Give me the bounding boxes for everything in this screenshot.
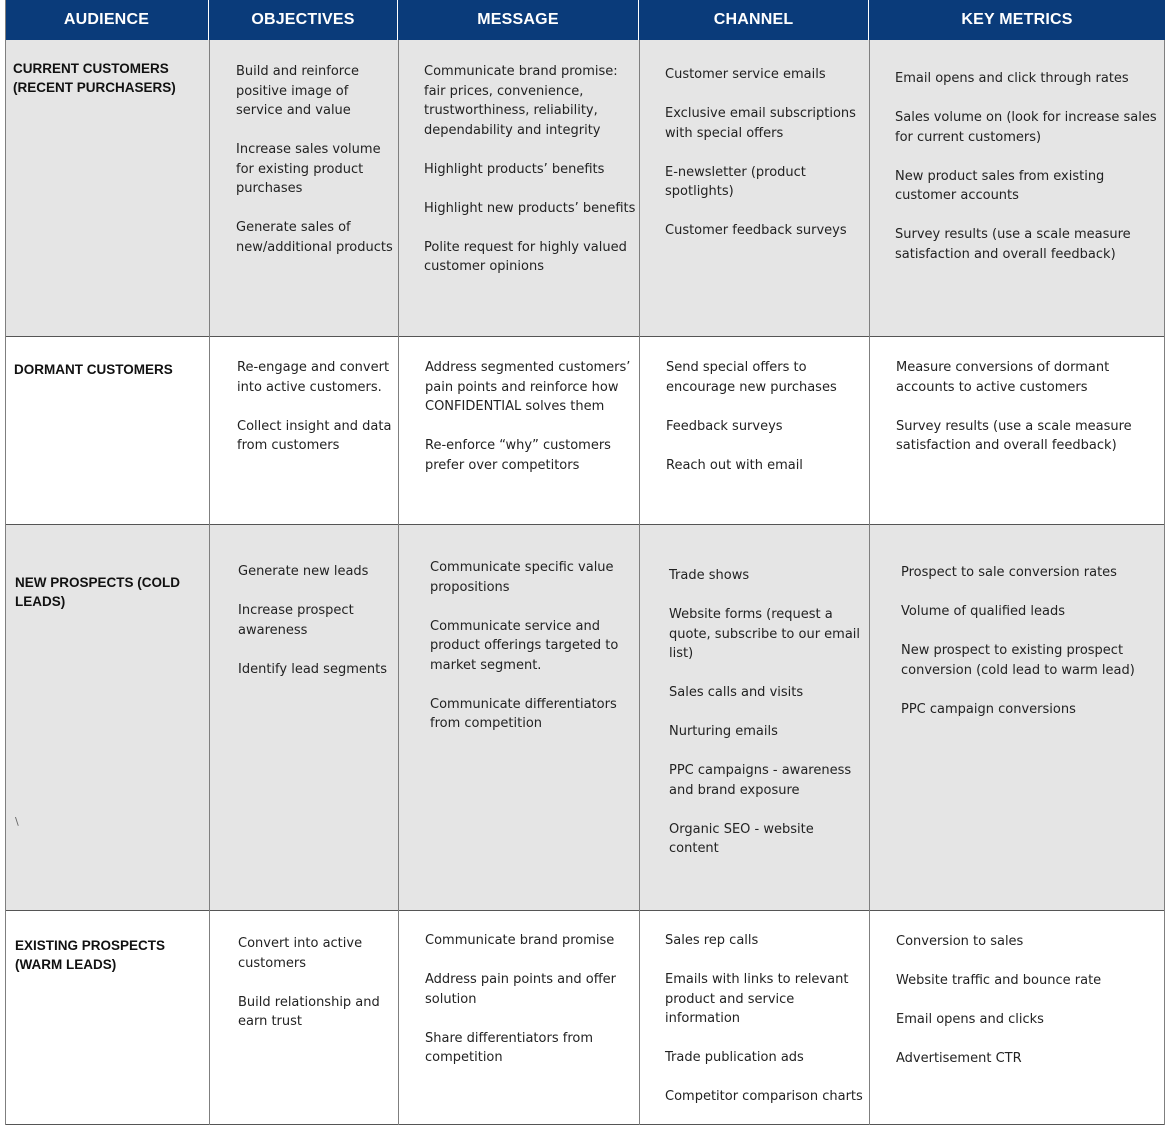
row-divider	[5, 336, 1165, 337]
list-item: Increase sales volume for existing product purchases	[236, 142, 381, 196]
objectives-existing-prospects	[238, 934, 398, 1032]
row-divider	[5, 910, 1165, 911]
column-divider	[5, 0, 6, 1125]
audience-strategy-table	[5, 0, 1165, 1125]
list-item: Communicate brand promise: fair prices, convenience, trustworthiness, reliability, dependability and integrity	[424, 64, 618, 138]
list-item: Sales rep calls	[665, 933, 759, 948]
list-item: PPC campaigns - awareness and brand exposure	[669, 763, 852, 798]
column-divider	[398, 40, 399, 1125]
list-item: Exclusive email subscriptions with special offers	[665, 106, 856, 141]
list-item: Identify lead segments	[238, 661, 387, 677]
list-item: Customer service emails	[665, 67, 826, 82]
list-item: Communicate differentiators from competition	[430, 696, 617, 731]
list-item: Build and reinforce positive image of service and value	[236, 64, 359, 118]
column-divider	[639, 40, 640, 1125]
stray-mark: \	[15, 815, 19, 828]
message-dormant-customers	[425, 358, 637, 475]
list-item: Share differentiators from competition	[425, 1030, 593, 1065]
list-item: PPC campaign conversions	[901, 701, 1076, 717]
channel-new-prospects	[669, 566, 865, 859]
row-divider	[5, 524, 1165, 525]
list-item: Survey results (use a scale measure satisfaction and overall feedback)	[896, 418, 1132, 453]
column-divider	[869, 40, 870, 1125]
audience-existing-prospects: EXISTING PROSPECTS (WARM LEADS)	[15, 938, 166, 972]
channel-dormant-customers	[666, 358, 866, 475]
header-channel: CHANNEL	[639, 0, 868, 40]
list-item: Emails with links to relevant product and service information	[665, 972, 849, 1026]
list-item: Address segmented customers’ pain points and reinforce how CONFIDENTIAL solves them	[425, 360, 631, 414]
list-item: Convert into active customers	[238, 936, 363, 971]
list-item: Survey results (use a scale measure satisfaction and overall feedback)	[895, 227, 1131, 262]
list-item: Customer feedback surveys	[665, 223, 847, 238]
list-item: Polite request for highly valued customer opinions	[424, 239, 627, 274]
list-item: E-newsletter (product spotlights)	[665, 164, 806, 199]
list-item: Collect insight and data from customers	[237, 418, 392, 453]
list-item: Generate sales of new/additional products	[236, 220, 393, 255]
header-audience: AUDIENCE	[5, 0, 208, 40]
list-item: Highlight products’ benefits	[424, 161, 605, 177]
list-item: Trade shows	[669, 568, 750, 583]
channel-current-customers	[665, 65, 865, 241]
list-item: Re-engage and convert into active customers.	[237, 360, 390, 395]
column-divider	[209, 40, 210, 1125]
list-item: Email opens and clicks	[896, 1012, 1044, 1027]
objectives-new-prospects	[238, 562, 398, 679]
list-item: Website forms (request a quote, subscribe to our email list)	[669, 607, 861, 661]
objectives-current-customers	[236, 62, 396, 257]
header-key-metrics: KEY METRICS	[869, 0, 1165, 40]
list-item: Feedback surveys	[666, 418, 783, 434]
list-item: Address pain points and offer solution	[425, 972, 617, 1007]
list-item: Trade publication ads	[665, 1050, 804, 1065]
list-item: Measure conversions of dormant accounts to active customers	[896, 360, 1110, 395]
list-item: Communicate specific value propositions	[430, 560, 614, 595]
list-item: Volume of qualified leads	[901, 604, 1065, 619]
row-divider	[5, 1124, 1165, 1125]
list-item: Communicate brand promise	[425, 933, 615, 948]
list-item: New prospect to existing prospect conversion (cold lead to warm lead)	[901, 643, 1135, 678]
header-message: MESSAGE	[398, 0, 638, 40]
list-item: Website traffic and bounce rate	[896, 973, 1102, 988]
metrics-new-prospects	[901, 563, 1161, 719]
list-item: Prospect to sale conversion rates	[901, 565, 1117, 580]
channel-existing-prospects	[665, 931, 867, 1107]
list-item: Reach out with email	[666, 457, 803, 473]
audience-dormant-customers: DORMANT CUSTOMERS	[14, 362, 173, 377]
list-item: Re-enforce “why” customers prefer over competitors	[425, 438, 611, 473]
metrics-current-customers	[895, 69, 1161, 264]
message-new-prospects	[430, 558, 635, 734]
objectives-dormant-customers	[237, 358, 397, 456]
list-item: Nurturing emails	[669, 724, 778, 739]
list-item: Build relationship and earn trust	[238, 994, 380, 1029]
list-item: Advertisement CTR	[896, 1051, 1022, 1066]
metrics-existing-prospects	[896, 932, 1156, 1069]
list-item: Sales volume on (look for increase sales for current customers)	[895, 110, 1157, 145]
list-item: New product sales from existing customer accounts	[895, 168, 1105, 203]
list-item: Increase prospect awareness	[238, 603, 354, 638]
metrics-dormant-customers	[896, 358, 1156, 456]
message-current-customers	[424, 62, 636, 277]
header-objectives: OBJECTIVES	[209, 0, 397, 40]
list-item: Send special offers to encourage new purchases	[666, 360, 837, 395]
audience-current-customers: CURRENT CUSTOMERS (RECENT PURCHASERS)	[13, 61, 176, 95]
message-existing-prospects	[425, 931, 637, 1068]
list-item: Generate new leads	[238, 564, 369, 579]
list-item: Email opens and click through rates	[895, 71, 1129, 86]
column-divider	[1164, 40, 1165, 1125]
list-item: Highlight new products’ benefits	[424, 200, 636, 216]
list-item: Conversion to sales	[896, 934, 1024, 949]
list-item: Communicate service and product offerings targeted to market segment.	[430, 618, 619, 673]
audience-new-prospects: NEW PROSPECTS (COLD LEADS)	[15, 575, 181, 609]
list-item: Sales calls and visits	[669, 685, 804, 700]
list-item: Competitor comparison charts	[665, 1089, 863, 1104]
list-item: Organic SEO - website content	[669, 821, 814, 856]
